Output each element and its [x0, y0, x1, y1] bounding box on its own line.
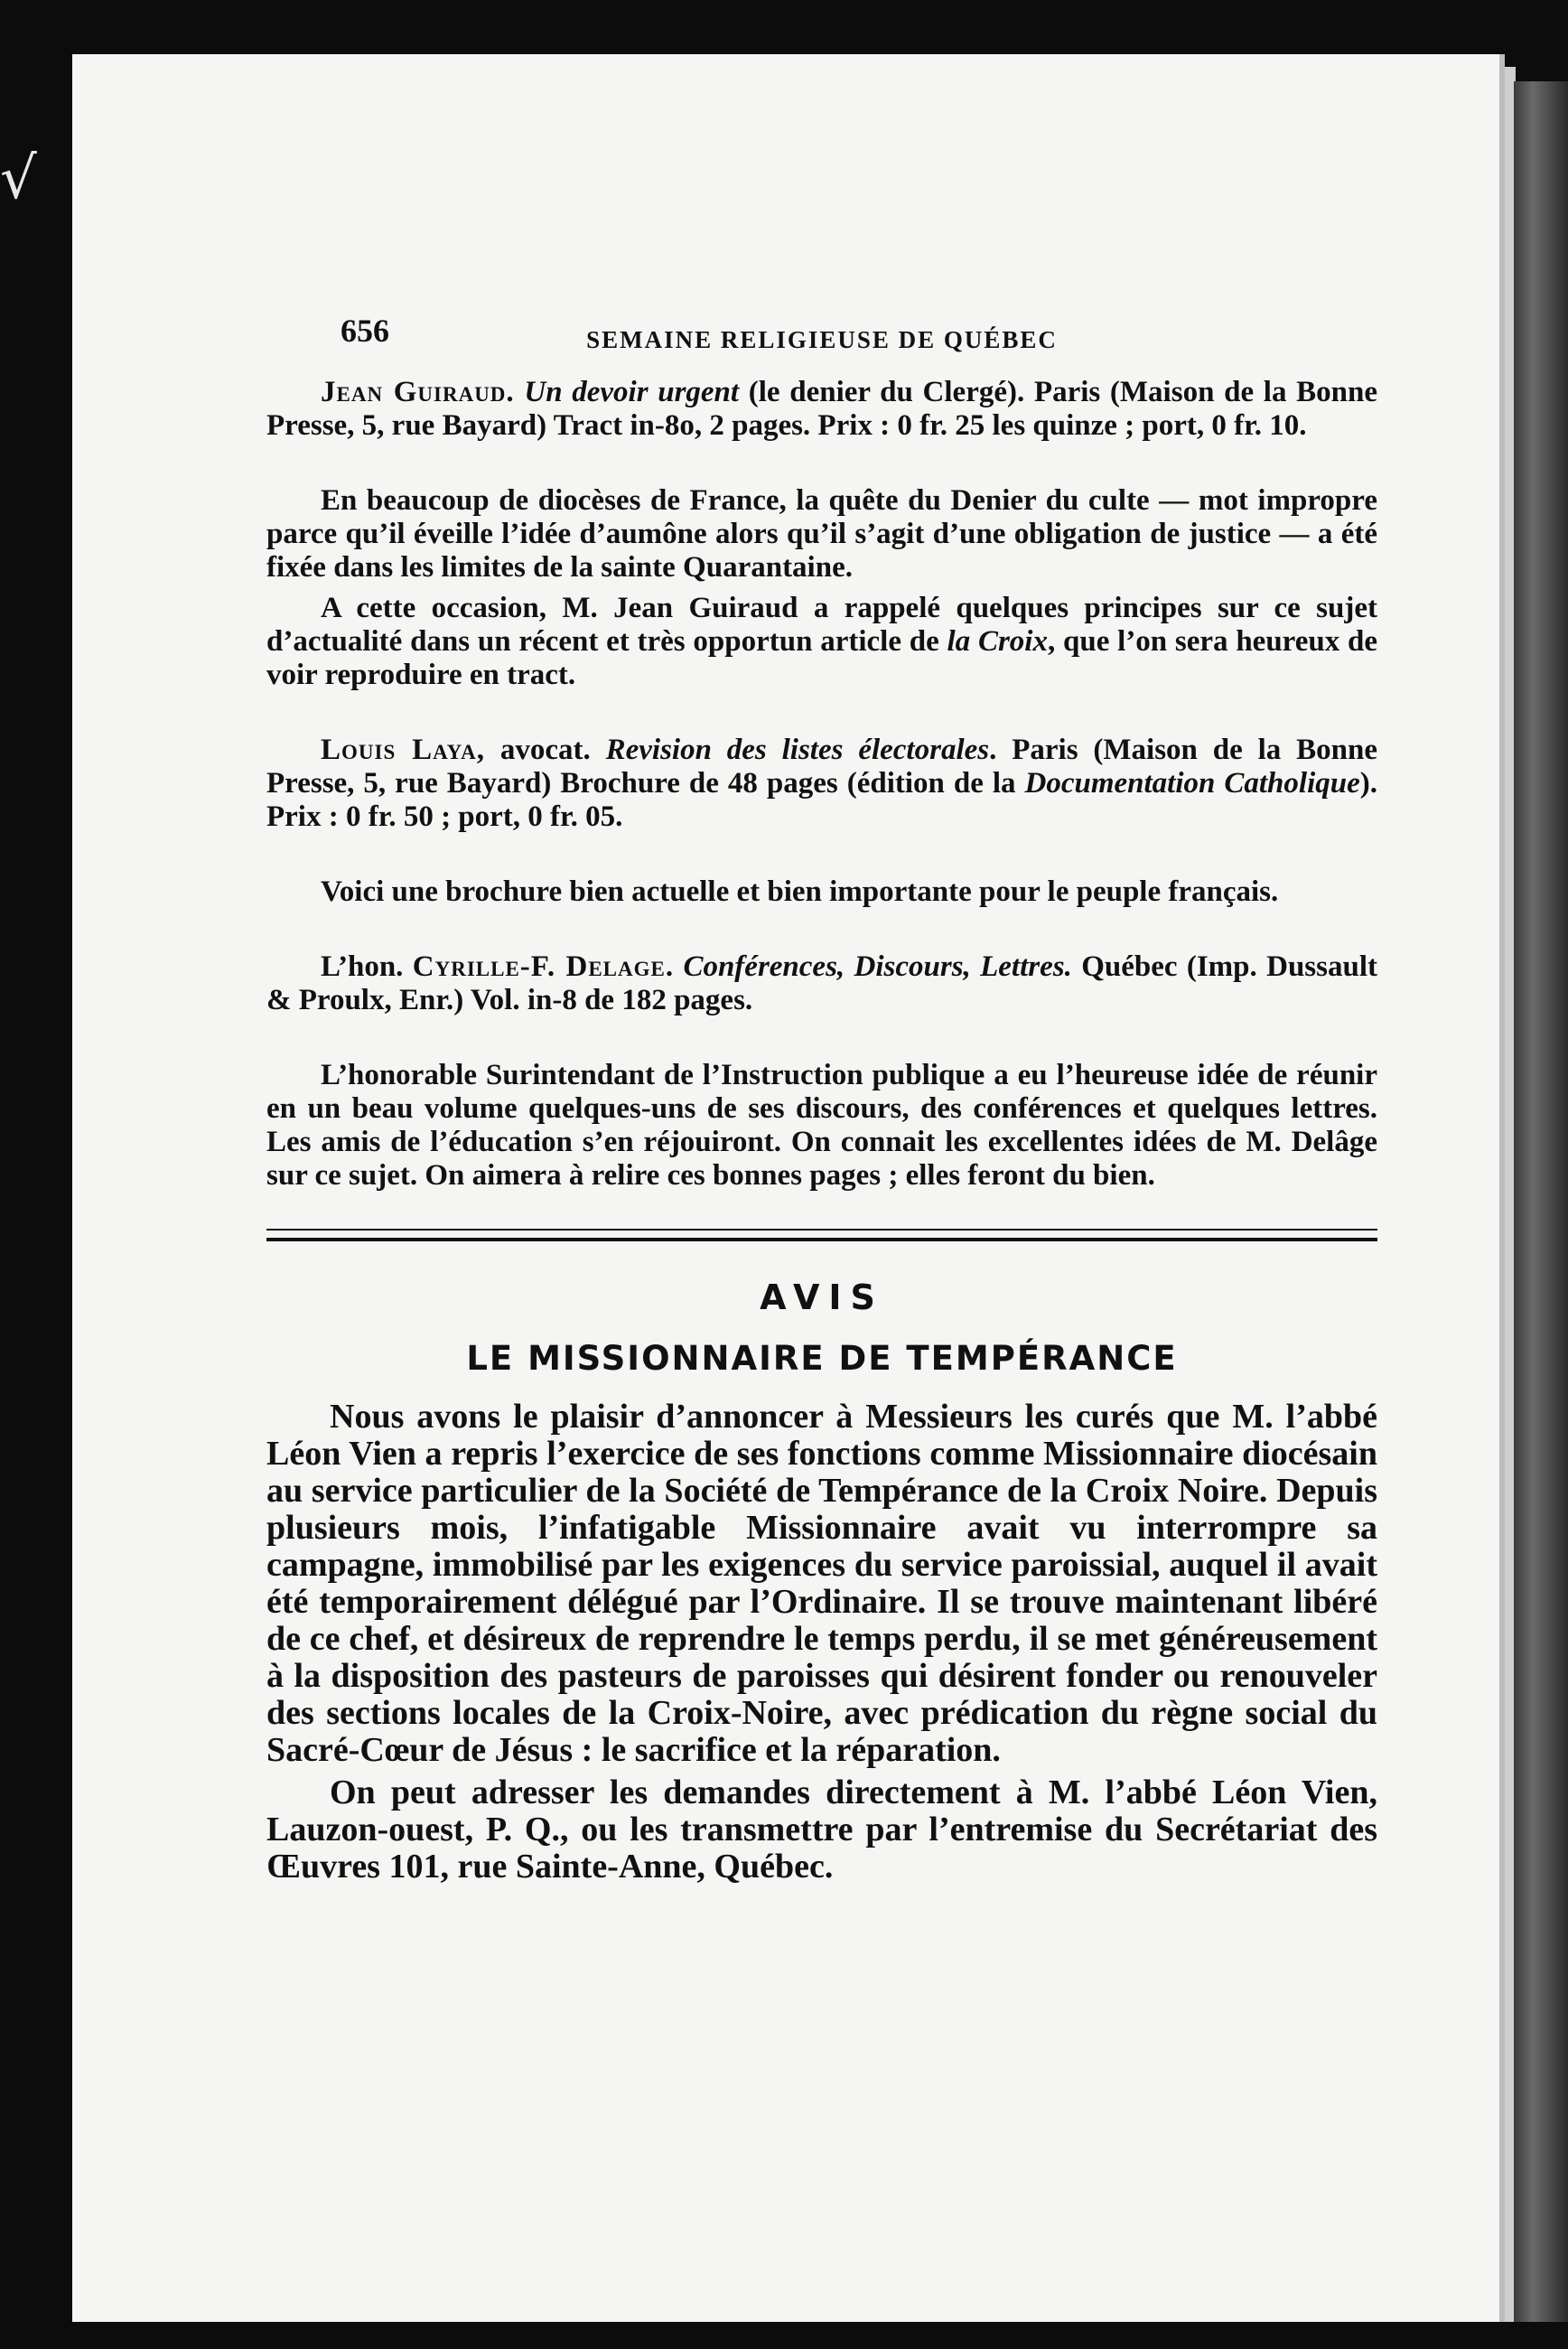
- section-divider: [266, 1229, 1377, 1241]
- book-reference-laya: [266, 734, 1377, 834]
- author-name: Cyrille-F. Delage.: [412, 950, 675, 983]
- margin-check-mark: √: [0, 145, 37, 212]
- review-paragraph: Voici une brochure bien actuelle et bien importante pour le peuple français.: [321, 875, 1279, 908]
- author-name: Louis Laya,: [321, 734, 485, 766]
- book-title: Conférences, Discours, Lettres.: [674, 950, 1072, 983]
- book-title: Un devoir urgent: [524, 376, 740, 408]
- book-details: (le denier du Clergé). Paris (Maison de la Bonne Presse, 5, rue Bayard) Tract in-8o, 2 pages. Prix : 0 fr. 25 les quinze ; port, 0 fr. 10.: [266, 376, 1378, 442]
- review-paragraph: En beaucoup de diocèses de France, la quête du Denier du culte — mot impropre parce qu’il éveille l’idée d’aumône alors qu’il s’agit d’une obligation de justice — a été fixée dans les limites de la sainte Quarantaine.: [266, 484, 1377, 584]
- notice-paragraph: On peut adresser les demandes directement à M. l’abbé Léon Vien, Lauzon-ouest, P. Q., ou les transmettre par l’entremise du Secrétariat des Œuvres 101, rue Sainte-Anne, Québec.: [266, 1773, 1377, 1886]
- running-title: SEMAINE RELIGIEUSE DE QUÉBEC: [586, 326, 1058, 353]
- text-run: , que l’on sera heureux de voir reproduire en tract.: [266, 625, 1377, 691]
- page-header: [266, 298, 1377, 363]
- review-paragraph: L’honorable Surintendant de l’Instruction publique a eu l’heureuse idée de réunir en un beau volume quelques-uns de ses discours, des conférences et quelques lettres. Les amis de l’éducation s’en réjouiront. On connait les excellentes idées de M. Delâge sur ce sujet. On aimera à relire ces bonnes pages ; elles feront du bien.: [266, 1059, 1377, 1192]
- book-reference-delage: [266, 950, 1377, 1017]
- author-prefix: L’hon.: [321, 950, 413, 983]
- review-paragraph: [266, 592, 1377, 692]
- book-details: Québec (Imp. Dussault & Proulx, Enr.) Vol. in-8 de 182 pages.: [266, 950, 1377, 1016]
- author-name: Jean Guiraud.: [321, 376, 515, 408]
- book-details: ). Prix : 0 fr. 50 ; port, 0 fr. 05.: [266, 767, 1377, 833]
- italic-title: la Croix: [947, 625, 1048, 658]
- notice-paragraph: Nous avons le plaisir d’annoncer à Messieurs les curés que M. l’abbé Léon Vien a repris l’exercice de ses fonctions comme Missionnaire diocésain au service particulier de la Société de Tempérance de la Croix Noire. Depuis plusieurs mois, l’infatigable Missionnaire avait vu interrompre sa campagne, immobilisé par les exigences du service paroissial, auquel il avait été temporairement délégué par l’Ordinaire. Il se trouve maintenant libéré de ce chef, et désireux de reprendre le temps perdu, il se met généreusement à la disposition des pasteurs de paroisses qui désirent fonder ou renouveler des sections locales de la Croix-Noire, avec prédication du règne social du Sacré-Cœur de Jésus : le sacrifice et la réparation.: [266, 1398, 1377, 1769]
- italic-title: Documentation Catholique: [1024, 767, 1360, 800]
- document-page: [72, 54, 1499, 2322]
- book-title: Revision des listes électorales: [605, 734, 990, 766]
- book-spine: [1514, 81, 1568, 2322]
- notice-body: [266, 1399, 1377, 1886]
- notice-title: LE MISSIONNAIRE DE TEMPÉRANCE: [466, 1339, 1178, 1378]
- book-reference-guiraud: [266, 376, 1377, 443]
- text-run: A cette occasion, M. Jean Guiraud a rappelé quelques principes sur ce sujet d’actualité dans un récent et très opportun article de: [266, 592, 1377, 658]
- book-details: . Paris (Maison de la Bonne Presse, 5, rue Bayard) Brochure de 48 pages (édition de la: [266, 734, 1377, 800]
- page-number: 656: [341, 313, 389, 349]
- author-role: avocat.: [484, 734, 606, 766]
- notice-heading: AVIS: [760, 1277, 884, 1317]
- page-content: [266, 298, 1377, 1886]
